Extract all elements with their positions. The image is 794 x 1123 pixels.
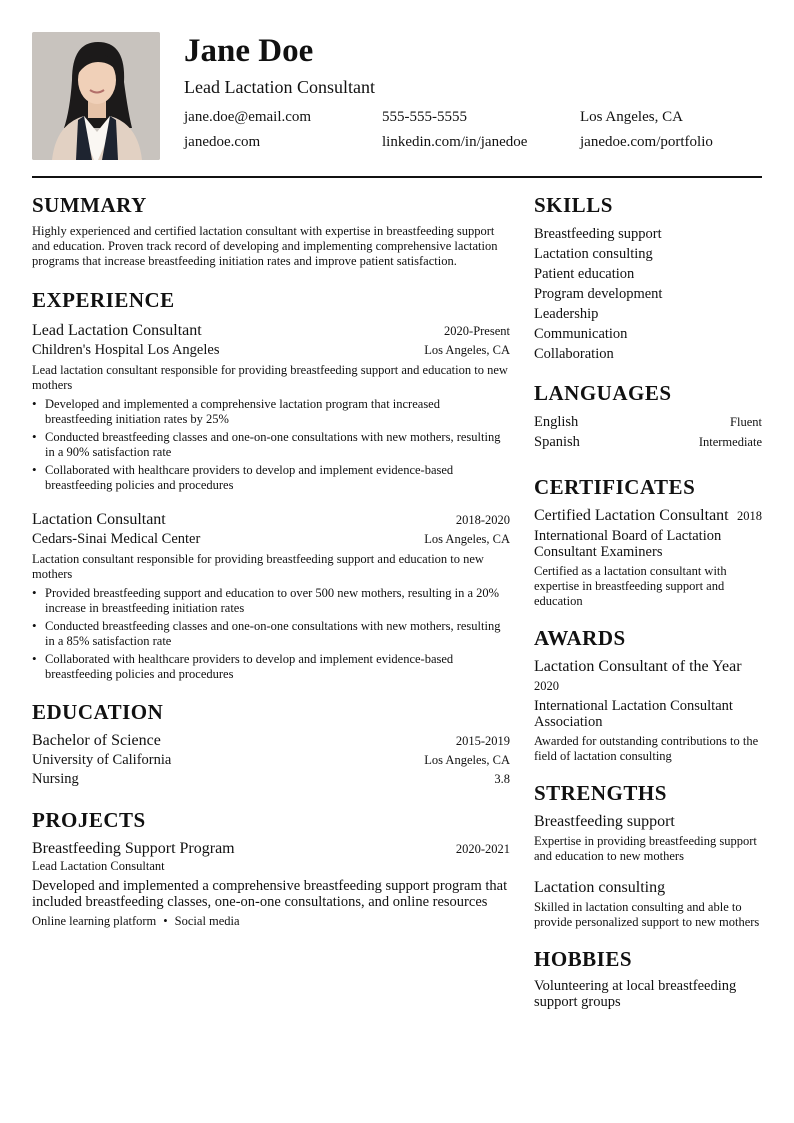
section-heading: HOBBIES: [534, 947, 633, 971]
project-tags: [32, 914, 510, 929]
section-heading: CERTIFICATES: [534, 475, 696, 499]
project-role: Lead Lactation Consultant: [32, 859, 165, 873]
language-level: Intermediate: [698, 435, 762, 449]
skill-item: Collaboration: [534, 346, 614, 362]
field-of-study: Nursing: [32, 771, 79, 787]
language-level: Fluent: [730, 415, 762, 429]
education-dates: 2015-2019: [455, 734, 510, 748]
strength-title: Lactation consulting: [534, 879, 666, 896]
tag-separator: •: [163, 914, 168, 928]
language-row: [534, 412, 762, 432]
job-dates: 2018-2020: [455, 513, 510, 527]
hobbies-section: [534, 946, 762, 1010]
project-tag: Online learning platform: [32, 914, 157, 928]
portfolio-link[interactable]: janedoe.com/portfolio: [580, 134, 713, 150]
job-description: Lead lactation consultant responsible for providing breastfeeding support and education to new mothers: [32, 363, 508, 392]
strengths-section: [534, 780, 762, 930]
language-name: English: [534, 414, 579, 430]
candidate-name: Jane Doe: [184, 33, 314, 69]
strength-description: Expertise in providing breastfeeding support and education to new mothers: [534, 834, 757, 863]
job-title: Lead Lactation Consultant: [32, 322, 202, 339]
skill-item: Patient education: [534, 266, 635, 282]
location: Los Angeles, CA: [580, 109, 683, 125]
degree: Bachelor of Science: [32, 732, 161, 749]
achievement-item: • Collaborated with healthcare providers to develop and implement evidence-based breastfeeding policies and procedures: [32, 463, 510, 492]
section-heading: LANGUAGES: [534, 381, 672, 405]
section-heading: SKILLS: [534, 193, 613, 217]
project-name: Breastfeeding Support Program: [32, 840, 235, 857]
skill-item: Lactation consulting: [534, 246, 653, 262]
candidate-title: Lead Lactation Consultant: [184, 77, 375, 97]
language-row: [534, 432, 762, 452]
project-description: Developed and implemented a comprehensive breastfeeding support program that included breastfeeding classes, one-on-one consultations, and online resources: [32, 878, 508, 910]
project-tag: Social media: [174, 914, 240, 928]
education-section: [32, 699, 510, 789]
job-title: Lactation Consultant: [32, 511, 166, 528]
skill-item: Breastfeeding support: [534, 226, 662, 242]
experience-section: [32, 287, 510, 681]
person-portrait-icon: [32, 32, 160, 160]
award-issuer: International Lactation Consultant Association: [534, 698, 733, 730]
languages-section: [534, 380, 762, 452]
phone-number: 555-555-5555: [382, 109, 467, 125]
linkedin-link[interactable]: linkedin.com/in/janedoe: [382, 134, 528, 150]
school-location: Los Angeles, CA: [424, 753, 510, 767]
job-location: Los Angeles, CA: [424, 343, 510, 357]
school-name: University of California: [32, 752, 172, 768]
language-name: Spanish: [534, 434, 580, 450]
job-dates: 2020-Present: [444, 324, 510, 338]
section-heading: PROJECTS: [32, 808, 146, 832]
strength-description: Skilled in lactation consulting and able to provide personalized support to new mothers: [534, 900, 760, 929]
certificate-issuer: International Board of Lactation Consultant Examiners: [534, 528, 722, 560]
achievement-item: • Conducted breastfeeding classes and one-on-one consultations with new mothers, resulting in a 90% satisfaction rate: [32, 430, 510, 459]
achievement-item: • Collaborated with healthcare providers to develop and implement evidence-based breastfeeding policies and procedures: [32, 652, 510, 681]
achievement-item: • Provided breastfeeding support and education to over 500 new mothers, resulting in a 20% increase in breastfeeding initiation rates: [32, 586, 510, 615]
section-heading: EXPERIENCE: [32, 288, 175, 312]
awards-section: [534, 625, 762, 764]
strength-title: Breastfeeding support: [534, 813, 675, 830]
header-divider: [32, 176, 762, 178]
skill-item: Program development: [534, 286, 663, 302]
hobby-text: Volunteering at local breastfeeding support groups: [534, 978, 737, 1010]
strength-item: [534, 812, 762, 864]
contact-info: [184, 108, 764, 152]
award-year: 2020: [534, 679, 559, 693]
achievement-item: • Conducted breastfeeding classes and one-on-one consultations with new mothers, resulting in a 85% satisfaction rate: [32, 619, 510, 648]
certificate-title: Certified Lactation Consultant: [534, 507, 729, 524]
summary-text: Highly experienced and certified lactation consultant with expertise in breastfeeding support and education. Proven track record of developing and implementing comprehensive lactation programs that increase breastfeeding initiation rates and improve patient satisfaction.: [32, 224, 498, 268]
projects-section: [32, 807, 510, 929]
profile-photo: [32, 32, 160, 160]
strength-item: [534, 878, 762, 930]
company-name: Children's Hospital Los Angeles: [32, 342, 220, 358]
project-dates: 2020-2021: [455, 842, 510, 856]
skills-section: [534, 192, 762, 364]
section-heading: STRENGTHS: [534, 781, 667, 805]
company-name: Cedars-Sinai Medical Center: [32, 531, 201, 547]
left-column: [32, 192, 510, 929]
section-heading: EDUCATION: [32, 700, 164, 724]
certificate-year: 2018: [737, 509, 762, 523]
section-heading: SUMMARY: [32, 193, 147, 217]
award-description: Awarded for outstanding contributions to the field of lactation consulting: [534, 734, 759, 763]
achievement-list: [32, 586, 510, 681]
job-description: Lactation consultant responsible for providing breastfeeding support and education to new mothers: [32, 552, 484, 581]
achievement-item: • Developed and implemented a comprehensive lactation program that increased breastfeeding initiation rates by 25%: [32, 397, 510, 426]
gpa: 3.8: [494, 772, 510, 786]
certificate-description: Certified as a lactation consultant with expertise in breastfeeding support and education: [534, 564, 727, 608]
email-link[interactable]: jane.doe@email.com: [184, 109, 312, 125]
summary-section: [32, 192, 510, 269]
certificates-section: [534, 474, 762, 609]
website-link[interactable]: janedoe.com: [184, 134, 261, 150]
right-column: [534, 192, 762, 1010]
skill-item: Communication: [534, 326, 628, 342]
skill-item: Leadership: [534, 306, 599, 322]
achievement-list: [32, 397, 510, 492]
resume-header: [32, 32, 762, 160]
job-entry: [32, 321, 510, 492]
job-entry: [32, 510, 510, 681]
award-title: Lactation Consultant of the Year: [534, 658, 742, 675]
job-location: Los Angeles, CA: [424, 532, 510, 546]
section-heading: AWARDS: [534, 626, 626, 650]
